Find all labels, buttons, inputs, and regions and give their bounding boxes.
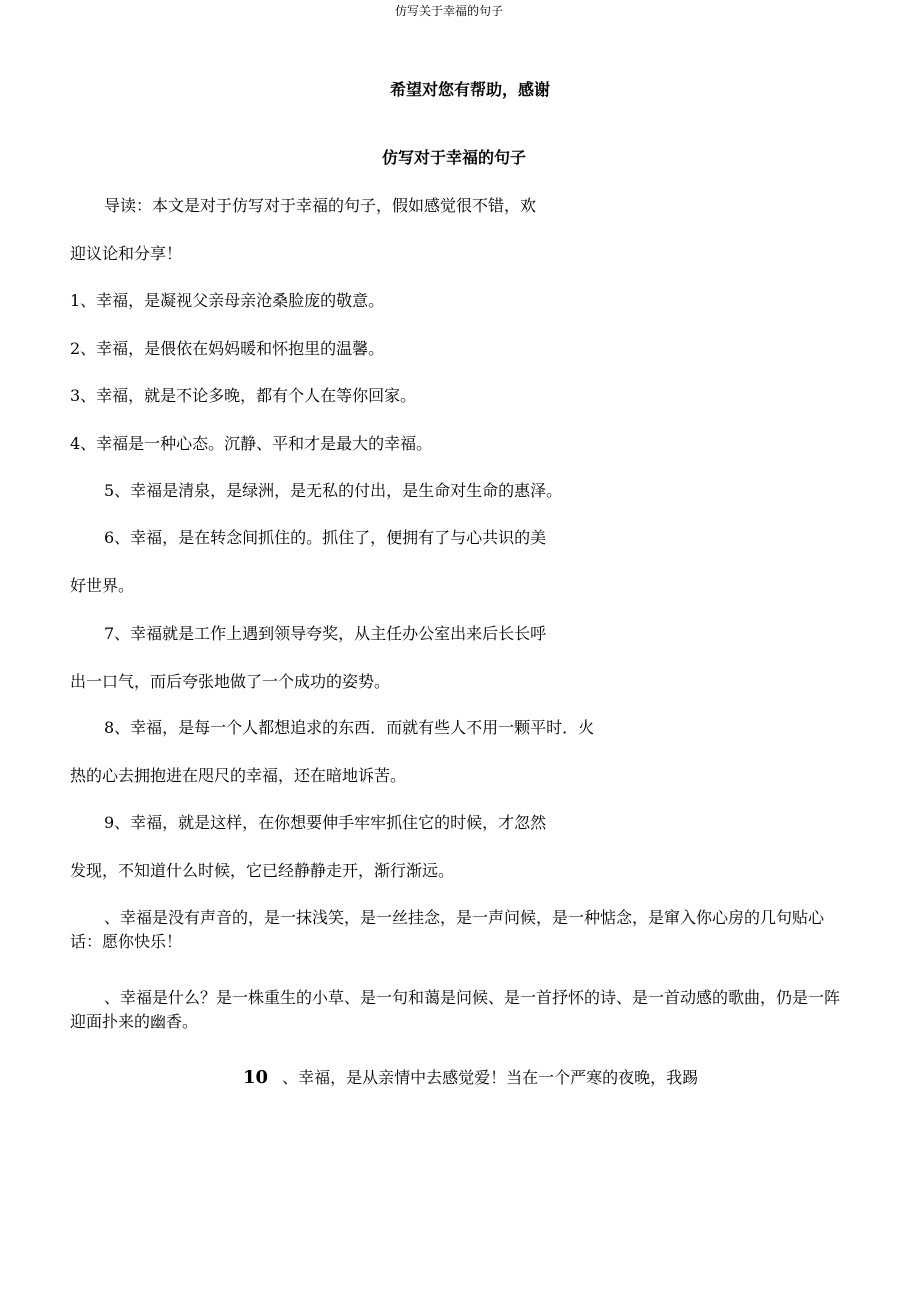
list-item-5: 5、幸福是清泉，是绿洲，是无私的付出，是生命对生命的惠泽。	[104, 481, 563, 500]
paragraph-happiness-silent-text: 、幸福是没有声音的，是一抹浅笑，是一丝挂念，是一声问候，是一种惦念，是窜入你心房的几句贴心话：愿你快乐！	[70, 908, 825, 951]
list-item-4: 4、幸福是一种心态。沉静、平和才是最大的幸福。	[70, 434, 433, 453]
list-item-6-line-2: 好世界。	[70, 576, 135, 595]
intro-line-2: 迎议论和分享！	[70, 244, 183, 263]
list-item-8-line-2: 热的心去拥抱进在咫尺的幸福，还在暗地诉苦。	[70, 766, 407, 785]
list-item-9-line-1: 9、幸福，就是这样，在你想要伸手牢牢抓住它的时候，才忽然	[104, 813, 547, 832]
document-title: 仿写对于幸福的句子	[382, 148, 527, 167]
list-item-10	[243, 1068, 698, 1088]
list-item-7-line-2: 出一口气，而后夸张地做了一个成功的姿势。	[70, 672, 391, 691]
intro-line-1: 导读：本文是对于仿写对于幸福的句子，假如感觉很不错，欢	[104, 196, 537, 215]
running-header: 仿写关于幸福的句子	[395, 4, 504, 18]
list-item-10-text: 、幸福，是从亲情中去感觉爱！当在一个严寒的夜晚，我踢	[282, 1068, 699, 1087]
thanks-line: 希望对您有帮助，感谢	[390, 80, 551, 99]
list-item-2: 2、幸福，是偎依在妈妈暖和怀抱里的温馨。	[70, 339, 385, 358]
list-item-8-line-1: 8、幸福，是每一个人都想追求的东西．而就有些人不用一颗平时．火	[104, 718, 595, 737]
paragraph-happiness-silent	[70, 906, 850, 954]
list-item-10-number: 10	[243, 1067, 269, 1088]
list-item-6-line-1: 6、幸福，是在转念间抓住的。抓住了，便拥有了与心共识的美	[104, 528, 547, 547]
paragraph-what-is-happiness-text: 、幸福是什么？是一株重生的小草、是一句和蔼是问候、是一首抒怀的诗、是一首动感的歌曲，仍是一阵迎面扑来的幽香。	[70, 988, 841, 1031]
list-item-3: 3、幸福，就是不论多晚，都有个人在等你回家。	[70, 386, 417, 405]
list-item-7-line-1: 7、幸福就是工作上遇到领导夸奖，从主任办公室出来后长长呼	[104, 624, 547, 643]
list-item-9-line-2: 发现，不知道什么时候，它已经静静走开，渐行渐远。	[70, 861, 455, 880]
list-item-1: 1、幸福，是凝视父亲母亲沧桑脸庞的敬意。	[70, 291, 385, 310]
paragraph-what-is-happiness	[70, 986, 850, 1034]
